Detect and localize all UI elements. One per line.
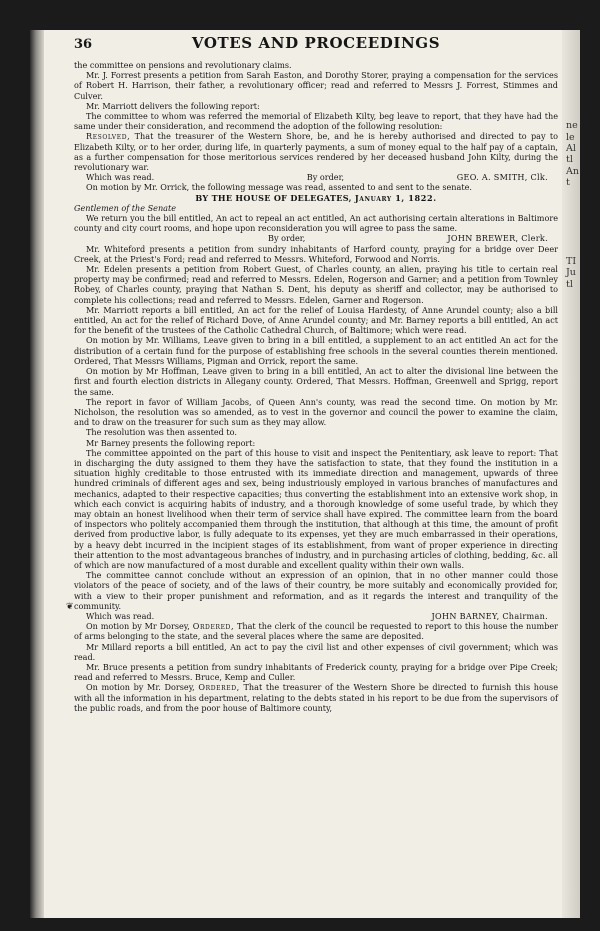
motion-text: On motion by Mr. Dorsey, xyxy=(86,682,199,693)
margin-fragment xyxy=(562,527,580,538)
margin-fragment xyxy=(562,843,580,854)
margin-fragment xyxy=(562,233,580,244)
margin-fragment xyxy=(562,584,580,595)
margin-fragment xyxy=(562,821,580,832)
margin-fragment xyxy=(562,776,580,787)
margin-fragment xyxy=(562,75,580,86)
signature-row xyxy=(74,611,558,621)
paragraph: Mr. Edelen presents a petition from Robert Guest, of Charles county, an alien, praying his title to certain real property may be confirmed; read and referred to Messrs. Edelen, Rogerson and Garner; and a petition from Townley Robey, of Charles county, praying that Nathan S. Dent, his deputy as sheriff and collector, may be authorised to complete his collections; read and referred to Messrs. Edelen, Garner and Rogerson. xyxy=(74,264,558,305)
margin-fragment xyxy=(562,64,580,75)
paragraph: Mr. Bruce presents a petition from sundry inhabitants of Frederick county, praying for a bridge over Pipe Creek; read and referred to Messrs. Bruce, Kemp and Culler. xyxy=(74,661,558,683)
margin-fragment: TI xyxy=(566,255,577,267)
margin-fragment xyxy=(562,516,580,527)
margin-fragment xyxy=(562,708,580,719)
paragraph: The committee appointed on the part of this house to visit and inspect the Penitentiary, ask leave to report: That in discharging the duty assigned to them they have the satisfaction to state, that they found the institution in a situation highly creditable to those entrusted with its immediate direction and management, upwards of three hundred criminals of different ages and sex, being industriously employed in various branches of manufactures and mechanics, adapted to their respective capacities; thus converting the establishment into an extensive work shop, in which each convict is acquiring habits of industry, and a thorough knowledge of some useful trade, by which they may obtain an honest livelihood when their term of service shall have expired. The committee learn from the board of inspectors who politely accompanied them through the institution, that although at this time, the amount of profit derived from productive labor, is fully adequate to its expenses, yet they are much embarrassed in their operations, by a heavy debt incurred in the incipient stages of its establishment, from want of proper experience in directing their attention to the most advantageous branches of industry, and in purchasing articles of clothing, bedding, &c. all of which are now manufactured of a most durable and excellent quality within their own walls. xyxy=(74,447,558,570)
margin-fragment: le xyxy=(566,131,575,143)
margin-fragment xyxy=(562,651,580,662)
signature-left: Which was read. xyxy=(86,172,155,183)
margin-fragment xyxy=(562,663,580,674)
margin-fragment xyxy=(562,617,580,628)
page-number: 36 xyxy=(74,37,93,52)
margin-fragment xyxy=(562,245,580,256)
margin-fragment xyxy=(562,199,580,210)
paragraph: Mr. Whiteford presents a petition from sundry inhabitants of Harford county, praying for a bridge over Deer Creek, at the Priest's Ford; read and referred to Messrs. Whiteford, Forwood and Norris. xyxy=(74,243,558,264)
margin-fragment xyxy=(562,425,580,436)
margin-fragment xyxy=(562,471,580,482)
book-gutter xyxy=(30,30,44,918)
signature-right: GEO. A. SMITH, Clk. xyxy=(456,172,548,183)
paragraph: Mr Barney presents the following report: xyxy=(86,437,256,448)
margin-fragment xyxy=(562,685,580,696)
margin-fragment xyxy=(562,290,580,301)
paragraph: We return you the bill entitled, An act to repeal an act entitled, An act authorising certain alterations in Baltimore county and city court rooms, and hope upon reconsideration you will agree to pass the same. xyxy=(74,213,558,234)
ordered-label: Ordered, xyxy=(198,682,240,693)
paragraph: Mr. J. Forrest presents a petition from Sarah Easton, and Dorothy Storer, praying a compensation for the services of Robert H. Harrison, their father, a revolutionary officer; read and referred to Messrs J. Forrest, Stimmes and Culver. xyxy=(74,70,558,101)
margin-fragment xyxy=(562,629,580,640)
margin-fragment: An xyxy=(566,165,579,177)
margin-fragment xyxy=(562,809,580,820)
margin-fragment xyxy=(562,640,580,651)
margin-fragment xyxy=(562,493,580,504)
paragraph: the committee on pensions and revolutionary claims. xyxy=(74,60,292,70)
margin-fragment xyxy=(562,482,580,493)
margin-fragment xyxy=(562,30,580,41)
paragraph xyxy=(74,682,558,713)
signature-row xyxy=(74,233,558,243)
signature-mid: By order, xyxy=(268,233,306,244)
margin-fragment xyxy=(562,346,580,357)
margin-fragment xyxy=(562,787,580,798)
margin-fragment xyxy=(562,595,580,606)
margin-fragment xyxy=(562,606,580,617)
margin-fragment xyxy=(562,550,580,561)
margin-fragment xyxy=(562,764,580,775)
margin-fragment xyxy=(562,697,580,708)
margin-fragment xyxy=(562,742,580,753)
margin-fragment: tl xyxy=(566,278,573,290)
paragraph: On motion by Mr. Williams, Leave given to bring in a bill entitled, a supplement to an act entitled An act for the distribution of a certain fund for the purpose of establishing free schools in the several counties therein mentioned. Ordered, That Messrs Williams, Pigman and Orrick, report the same. xyxy=(74,335,558,366)
margin-fragment: ne xyxy=(566,120,578,132)
adjacent-page-edge xyxy=(562,30,580,918)
margin-fragment xyxy=(562,448,580,459)
margin-fragment xyxy=(562,335,580,346)
margin-fragment xyxy=(562,561,580,572)
margin-fragment xyxy=(562,798,580,809)
signature-right: JOHN BARNEY, Chairman. xyxy=(431,610,548,621)
margin-fragment: t xyxy=(566,176,570,188)
margin-fragment xyxy=(562,380,580,391)
motion-text: That the clerk of the council be requested to report to this house the number of arms belonging to the state, and the several places where the same are deposited. xyxy=(74,621,559,642)
document-page xyxy=(30,30,580,918)
margin-fragment xyxy=(562,324,580,335)
motion-text: On motion by Mr Dorsey, xyxy=(86,621,193,632)
margin-fragment xyxy=(562,832,580,843)
margin-fragment xyxy=(562,538,580,549)
margin-fragment xyxy=(562,358,580,369)
section-heading xyxy=(74,193,558,203)
margin-fragment: Al xyxy=(566,142,576,154)
paragraph: The resolution was then assented to. xyxy=(86,427,237,438)
signature-left: Which was read. xyxy=(86,610,155,621)
margin-fragment xyxy=(562,674,580,685)
page-content xyxy=(74,36,558,713)
paragraph: Mr. Marriott delivers the following report: xyxy=(86,100,260,111)
margin-fragment xyxy=(562,572,580,583)
signature-mid: By order, xyxy=(306,172,345,183)
margin-fragment xyxy=(562,369,580,380)
margin-fragment: tl xyxy=(566,154,573,166)
paragraph: The committee to whom was referred the memorial of Elizabeth Kilty, beg leave to report, that they have had the same under their consideration, and recommend the adoption of the following resolution: xyxy=(74,111,558,132)
paragraph: The committee cannot conclude without an expression of an opinion, that in no other manner could those violators of the peace of society, and of the laws of their country, be more suitably and economically provided for, with a view to their proper punishment and reformation, and as it regards the interest and tranquility of the community. xyxy=(74,570,558,611)
running-title: VOTES AND PROCEEDINGS xyxy=(191,34,441,52)
margin-fragment xyxy=(562,414,580,425)
resolved-label: Resolved, xyxy=(86,131,131,142)
motion-text: That the treasurer of the Western Shore be directed to furnish this house with all the information in his department, relating to the debts stated in his report to be due from the supervisors of the public roads, and from the poor house of Baltimore county, xyxy=(74,682,558,713)
heading-date: January 1, 1822. xyxy=(354,192,437,203)
signature-right: JOHN BREWER, Clerk. xyxy=(447,233,548,244)
margin-fragment xyxy=(562,392,580,403)
page-header xyxy=(74,36,558,60)
paragraph: Mr Millard reports a bill entitled, An act to pay the civil list and other expenses of civil government; which was read. xyxy=(74,641,558,662)
margin-fragment xyxy=(562,41,580,52)
margin-fragment xyxy=(562,437,580,448)
margin-fragment xyxy=(562,109,580,120)
resolution-paragraph xyxy=(74,131,558,172)
marginal-mark-icon: ❦ xyxy=(66,602,74,612)
margin-fragment: Ju xyxy=(566,267,576,279)
paragraph xyxy=(74,621,558,641)
margin-fragment xyxy=(562,719,580,730)
resolution-text: That the treasurer of the Western Shore, be, and he is hereby authorised and directed to pay to Elizabeth Kilty, or to her order, during life, in quarterly payments, a sum of money equal to the half pay of a captain, as a further compensation for those meritorious services rendered by her deceased husband John Kilty, during the revolutionary war. xyxy=(74,131,558,173)
paragraph: The report in favor of William Jacobs, of Queen Ann's county, was read the second time. On motion by Mr. Nicholson, the resolution was so amended, as to vest in the governor and council the power to examine the claim, and to draw on the treasurer for such sum as they may allow. xyxy=(74,396,558,428)
paragraph: On motion by Mr. Orrick, the following message was read, assented to and sent to the senate. xyxy=(86,182,472,193)
margin-fragment xyxy=(562,86,580,97)
ordered-label: Ordered, xyxy=(192,621,235,632)
margin-fragment xyxy=(562,222,580,233)
house-heading: BY THE HOUSE OF DELEGATES, xyxy=(195,192,352,203)
margin-fragment xyxy=(562,403,580,414)
paragraph: On motion by Mr Hoffman, Leave given to bring in a bill entitled, An act to alter the divisional line between the first and fourth election districts in Allegany county. Ordered, That Messrs. Hoffman, Greenwell and Sprigg, report the same. xyxy=(74,366,558,397)
margin-fragment xyxy=(562,730,580,741)
salutation: Gentlemen of the Senate xyxy=(74,202,177,213)
margin-fragment xyxy=(562,504,580,515)
margin-fragment xyxy=(562,312,580,323)
margin-fragment xyxy=(562,866,580,877)
margin-fragment xyxy=(562,53,580,64)
margin-fragment xyxy=(562,459,580,470)
margin-fragment xyxy=(562,855,580,866)
margin-fragment xyxy=(562,753,580,764)
margin-fragment xyxy=(562,211,580,222)
margin-fragment xyxy=(562,877,580,888)
margin-fragment xyxy=(562,98,580,109)
paragraph: Mr. Marriott reports a bill entitled, An act for the relief of Louisa Hardesty, of Anne Arundel county; also a bill entitled, An act for the relief of Richard Dove, of Anne Arundel county; and Mr. Barney reports a bill entitled, An act for the benefit of the trustees of the Catholic Cathedral Church, of Baltimore; which were read. xyxy=(74,304,558,336)
signature-row xyxy=(74,172,558,182)
margin-fragment xyxy=(562,188,580,199)
margin-fragment xyxy=(562,301,580,312)
